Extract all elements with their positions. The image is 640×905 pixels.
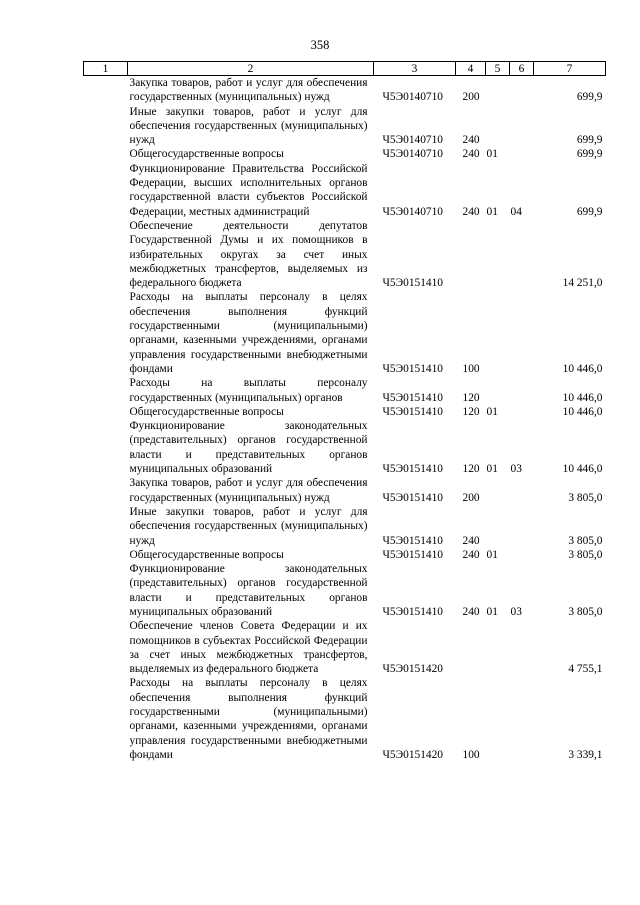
row-description: Обеспечение членов Совета Федерации и их помощников в субъектах Российской Федерации за счет иных межбюджетных трансфертов, выделяемых из федерального бюджета	[129, 620, 368, 676]
table-row	[84, 376, 606, 405]
row-description: Общегосударственные вопросы	[129, 405, 284, 418]
row-col-5: 01	[486, 463, 498, 476]
row-amount: 10 446,0	[562, 362, 603, 375]
row-code: Ч5Э0140710	[382, 134, 443, 147]
row-code: Ч5Э0140710	[382, 91, 443, 104]
row-amount: 3 805,0	[568, 534, 603, 547]
first-col-cell	[84, 219, 128, 290]
row-description: Общегосударственные вопросы	[129, 148, 284, 161]
row-amount: 3 805,0	[568, 548, 603, 561]
row-col-6	[510, 290, 534, 376]
first-col-cell	[84, 476, 128, 505]
row-col-5: 01	[486, 205, 498, 218]
row-amount: 699,9	[576, 91, 603, 104]
row-col-4: 240	[462, 148, 480, 161]
table-row	[84, 562, 606, 619]
row-code: Ч5Э0151410	[382, 277, 443, 290]
row-col-5	[486, 376, 510, 405]
row-col-6	[510, 676, 534, 762]
row-description: Расходы на выплаты персоналу в целях обеспечения выполнения функций государственными (муниципальными) органами, казенными учреждениями, органами управления государственными внебюджетными фондами	[129, 291, 368, 375]
page-number: 358	[310, 38, 330, 52]
table-row	[84, 419, 606, 476]
row-col-6: 04	[510, 205, 522, 218]
row-col-6: 03	[510, 463, 522, 476]
row-code: Ч5Э0151410	[382, 605, 443, 618]
row-col-6	[510, 105, 534, 148]
header-col-1: 1	[84, 62, 128, 76]
row-col-4: 240	[462, 534, 480, 547]
row-amount: 14 251,0	[562, 277, 603, 290]
row-col-4: 100	[462, 748, 480, 761]
table-row	[84, 405, 606, 419]
row-description: Общегосударственные вопросы	[129, 548, 284, 561]
row-code: Ч5Э0151410	[382, 534, 443, 547]
row-col-4: 200	[462, 91, 480, 104]
table-row	[84, 76, 606, 105]
row-description: Функционирование законодательных (представительных) органов государственной власти и представительных органов муниципальных образований	[129, 563, 368, 618]
row-col-4: 120	[462, 463, 480, 476]
row-col-4: 240	[462, 548, 480, 561]
table-row	[84, 676, 606, 762]
row-col-5: 01	[486, 605, 498, 618]
row-col-5	[486, 290, 510, 376]
row-col-5	[486, 219, 510, 290]
table-row	[84, 105, 606, 148]
table-row	[84, 505, 606, 548]
row-code: Ч5Э0151410	[382, 362, 443, 375]
row-col-5	[486, 476, 510, 505]
header-col-4: 4	[456, 62, 486, 76]
row-description: Расходы на выплаты персоналу государственных (муниципальных) органов	[129, 377, 368, 404]
row-col-6	[510, 376, 534, 405]
row-col-5: 01	[486, 405, 498, 418]
first-col-cell	[84, 147, 128, 161]
row-code: Ч5Э0151410	[382, 463, 443, 476]
first-col-cell	[84, 405, 128, 419]
row-col-5	[486, 105, 510, 148]
table-row	[84, 162, 606, 219]
row-col-5	[486, 619, 510, 676]
row-col-4: 200	[462, 491, 480, 504]
row-code: Ч5Э0151420	[382, 748, 443, 761]
header-col-3: 3	[374, 62, 456, 76]
row-description: Иные закупки товаров, работ и услуг для обеспечения государственных (муниципальных) нужд	[129, 105, 368, 147]
row-amount: 699,9	[576, 134, 603, 147]
row-code: Ч5Э0140710	[382, 148, 443, 161]
first-col-cell	[84, 548, 128, 562]
table-row	[84, 548, 606, 562]
row-col-4	[456, 619, 486, 676]
row-col-4: 120	[462, 391, 480, 404]
row-col-5: 01	[486, 548, 498, 561]
header-col-7: 7	[534, 62, 606, 76]
row-code: Ч5Э0151410	[382, 391, 443, 404]
row-amount: 10 446,0	[562, 463, 603, 476]
row-col-6	[510, 548, 534, 562]
table-body	[84, 76, 606, 763]
row-amount: 4 755,1	[568, 663, 603, 676]
row-description: Обеспечение деятельности депутатов Государственной Думы и их помощников в избирательных округах за счет иных межбюджетных трансфертов, выделяемых из федерального бюджета	[129, 219, 368, 290]
row-col-5	[486, 76, 510, 105]
row-description: Закупка товаров, работ и услуг для обеспечения государственных (муниципальных) нужд	[129, 77, 368, 104]
row-code: Ч5Э0151410	[382, 548, 443, 561]
table-row	[84, 476, 606, 505]
row-description: Функционирование Правительства Российской Федерации, высших исполнительных органов государственной власти субъектов Российской Федерации, местных администраций	[129, 162, 368, 218]
first-col-cell	[84, 505, 128, 548]
row-col-6	[510, 219, 534, 290]
row-description: Расходы на выплаты персоналу в целях обеспечения выполнения функций государственными (муниципальными) органами, казенными учреждениями, органами управления государственными внебюджетными фондами	[129, 677, 368, 761]
row-code: Ч5Э0151410	[382, 491, 443, 504]
row-amount: 3 805,0	[568, 491, 603, 504]
row-col-6	[510, 76, 534, 105]
row-col-4: 240	[462, 205, 480, 218]
row-col-4: 120	[462, 405, 480, 418]
row-code: Ч5Э0140710	[382, 205, 443, 218]
row-amount: 3 339,1	[568, 748, 603, 761]
row-col-6	[510, 476, 534, 505]
row-amount: 10 446,0	[562, 405, 603, 418]
first-col-cell	[84, 290, 128, 376]
table-row	[84, 290, 606, 376]
row-amount: 699,9	[576, 205, 603, 218]
table-row	[84, 619, 606, 676]
table-row	[84, 219, 606, 290]
row-amount: 3 805,0	[568, 605, 603, 618]
header-row	[84, 62, 606, 76]
first-col-cell	[84, 419, 128, 476]
first-col-cell	[84, 376, 128, 405]
row-col-6	[510, 619, 534, 676]
row-col-6	[510, 505, 534, 548]
row-description: Функционирование законодательных (представительных) органов государственной власти и представительных органов муниципальных образований	[129, 420, 368, 476]
row-amount: 699,9	[576, 148, 603, 161]
row-col-5	[486, 505, 510, 548]
row-col-6: 03	[510, 605, 522, 618]
row-col-4: 240	[462, 134, 480, 147]
first-col-cell	[84, 562, 128, 619]
row-description: Закупка товаров, работ и услуг для обеспечения государственных (муниципальных) нужд	[129, 477, 368, 504]
row-col-6	[510, 405, 534, 419]
header-col-6: 6	[510, 62, 534, 76]
row-description: Иные закупки товаров, работ и услуг для обеспечения государственных (муниципальных) нужд	[129, 505, 368, 547]
row-col-4: 240	[462, 605, 480, 618]
first-col-cell	[84, 676, 128, 762]
budget-table	[83, 61, 606, 762]
row-code: Ч5Э0151420	[382, 663, 443, 676]
header-col-5: 5	[486, 62, 510, 76]
row-col-5	[486, 676, 510, 762]
row-col-6	[510, 147, 534, 161]
row-amount: 10 446,0	[562, 391, 603, 404]
first-col-cell	[84, 162, 128, 219]
header-col-2: 2	[128, 62, 374, 76]
table-row	[84, 147, 606, 161]
row-code: Ч5Э0151410	[382, 405, 443, 418]
row-col-4	[456, 219, 486, 290]
row-col-5: 01	[486, 148, 498, 161]
first-col-cell	[84, 76, 128, 105]
row-col-4: 100	[462, 362, 480, 375]
first-col-cell	[84, 619, 128, 676]
first-col-cell	[84, 105, 128, 148]
